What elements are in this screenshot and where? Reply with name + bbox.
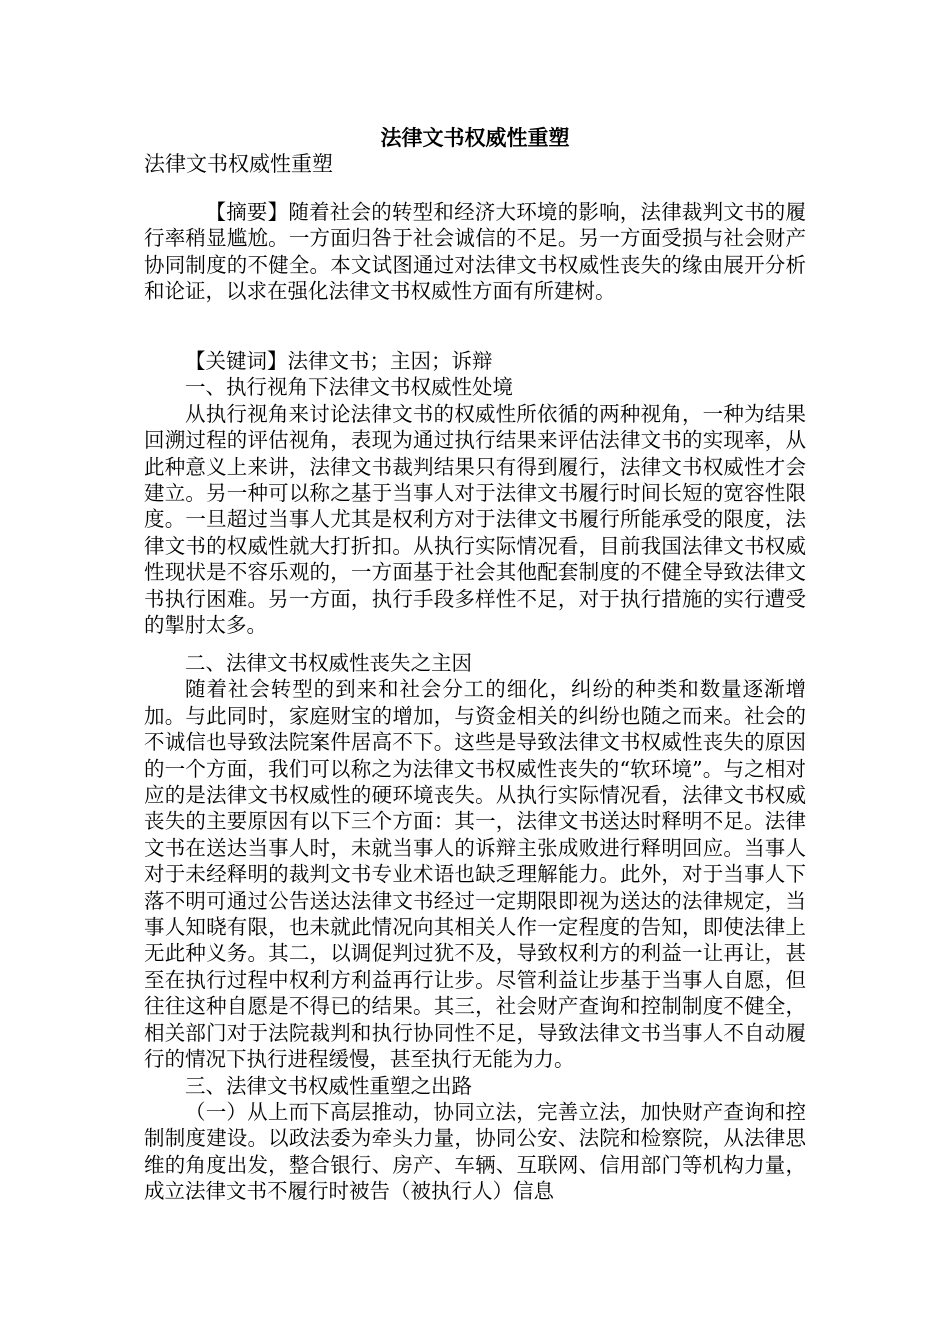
document-title: 法律文书权威性重塑 xyxy=(380,125,570,150)
section-3-paragraph: （一）从上而下高层推动，协同立法，完善立法，加快财产查询和控制制度建设。以政法委为牵头力量，协同公安、法院和检察院，从法律思维的角度出发，整合银行、房产、车辆、互联网、信用部门等机构力量，成立法律文书不履行时被告（被执行人）信息 xyxy=(144,1099,806,1204)
section-1-heading: 一、执行视角下法律文书权威性处境 xyxy=(185,375,513,400)
body-block xyxy=(144,348,806,638)
abstract-paragraph: 【摘要】随着社会的转型和经济大环境的影响，法律裁判文书的履行率稍显尴尬。一方面归咎于社会诚信的不足。另一方面受损与社会财产协同制度的不健全。本文试图通过对法律文书权威性丧失的缘由展开分析和论证，以求在强化法律文书权威性方面有所建树。 xyxy=(144,200,806,304)
keywords-line: 【关键词】法律文书；主因；诉辩 xyxy=(185,349,493,373)
section-2-paragraph: 随着社会转型的到来和社会分工的细化，纠纷的种类和数量逐渐增加。与此同时，家庭财宝的增加，与资金相关的纠纷也随之而来。社会的不诚信也导致法院案件居高不下。这些是导致法律文书权威性丧失的原因的一个方面，我们可以称之为法律文书权威性丧失的“软环境”。与之相对应的是法律文书权威性的硬环境丧失。从执行实际情况看，法律文书权威丧失的主要原因有以下三个方面：其一，法律文书送达时释明不足。法律文书在送达当事人时，未就当事人的诉辩主张成败进行释明回应。当事人对于未经释明的裁判文书专业术语也缺乏理解能力。此外，对于当事人下落不明可通过公告送达法律文书经过一定期限即视为送达的法律规定，当事人知晓有限，也未就此情况向其相关人作一定程度的告知，即使法律上无此种义务。其二，以调促判过犹不及，导致权利方的利益一让再让，甚至在执行过程中权利方利益再行让步。尽管利益让步基于当事人自愿，但往往这种自愿是不得已的结果。其三，社会财产查询和控制制度不健全，相关部门对于法院裁判和执行协同性不足，导致法律文书当事人不自动履行的情况下执行进程缓慢，甚至执行无能为力。 xyxy=(144,677,806,1072)
document-subtitle: 法律文书权威性重塑 xyxy=(144,152,333,176)
abstract-block xyxy=(144,199,806,305)
section-3-heading: 三、法律文书权威性重塑之出路 xyxy=(185,1073,472,1098)
section-1-paragraph: 从执行视角来讨论法律文书的权威性所依循的两种视角，一种为结果回溯过程的评估视角，表现为通过执行结果来评估法律文书的实现率，从此种意义上来讲，法律文书裁判结果只有得到履行，法律文书权威性才会建立。另一种可以称之基于当事人对于法律文书履行时间长短的宽容性限度。一旦超过当事人尤其是权利方对于法律文书履行所能承受的限度，法律文书的权威性就大打折扣。从执行实际情况看，目前我国法律文书权威性现状是不容乐观的，一方面基于社会其他配套制度的不健全导致法律文书执行困难。另一方面，执行手段多样性不足，对于执行措施的实行遭受的掣肘太多。 xyxy=(144,401,806,638)
body-block-2 xyxy=(144,650,806,1205)
section-2-heading: 二、法律文书权威性丧失之主因 xyxy=(185,651,472,675)
